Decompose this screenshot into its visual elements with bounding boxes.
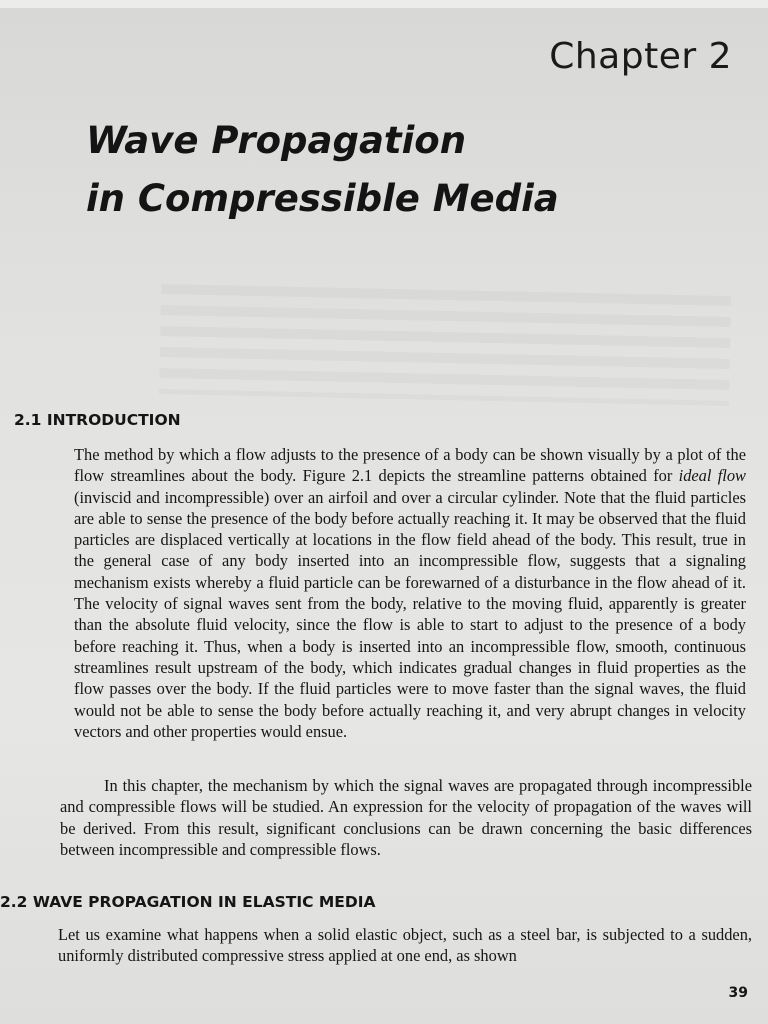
paragraph-text: (inviscid and incompressible) over an airfoil and over a circular cylinder. Note that the fluid particles are able to sense the presence of the body before actually reaching it. It may be observed that the fluid particles are displaced vertically at locations in the flow field ahead of the body. This result, true in the general case of any body inserted into an incompressible flow, suggests that a signaling mechanism exists whereby a fluid particle can be forewarned of a disturbance in the flow ahead of it. The velocity of signal waves sent from the body, relative to the moving fluid, apparently is greater than the absolute fluid velocity, since the flow is able to start to adjust to the presence of a body before reaching it. Thus, when a body is inserted into an incompressible flow, smooth, continuous streamlines result upstream of the body, which indicates gradual changes in fluid properties as the flow passes over the body. If the fluid particles were to move faster than the signal waves, the fluid would not be able to sense the body before actually reaching it, and very abrupt changes in velocity vectors and other properties would ensue. — [74, 487, 746, 741]
page-number: 39 — [728, 985, 748, 1001]
chapter-title-line-2: in Compressible Media — [86, 177, 559, 220]
section-heading-introduction: 2.1 INTRODUCTION — [14, 411, 181, 429]
page-top-edge — [0, 0, 768, 8]
introduction-paragraph-2: In this chapter, the mechanism by which the signal waves are propagated through incompressible and compressible flows will be studied. An expression for the velocity of propagation of the waves will be derived. From this result, significant conclusions can be drawn concerning the basic differences between incompressible and compressible flows. — [60, 776, 752, 859]
section-heading-wave-propagation: 2.2 WAVE PROPAGATION IN ELASTIC MEDIA — [0, 893, 376, 911]
paragraph-text: The method by which a flow adjusts to the presence of a body can be shown visually by a plot of the flow streamlines about the body. Figure 2.1 depicts the streamline patterns obtained for — [74, 445, 746, 486]
show-through-text — [159, 284, 731, 406]
emphasized-term: ideal flow — [678, 466, 746, 486]
chapter-label: Chapter 2 — [549, 36, 732, 77]
chapter-title — [86, 112, 646, 228]
introduction-paragraph-1 — [74, 444, 746, 742]
chapter-title-line-1: Wave Propagation — [86, 119, 467, 162]
wave-propagation-paragraph-1: Let us examine what happens when a solid elastic object, such as a steel bar, is subjected to a sudden, uniformly distributed compressive stress applied at one end, as shown — [58, 925, 752, 966]
